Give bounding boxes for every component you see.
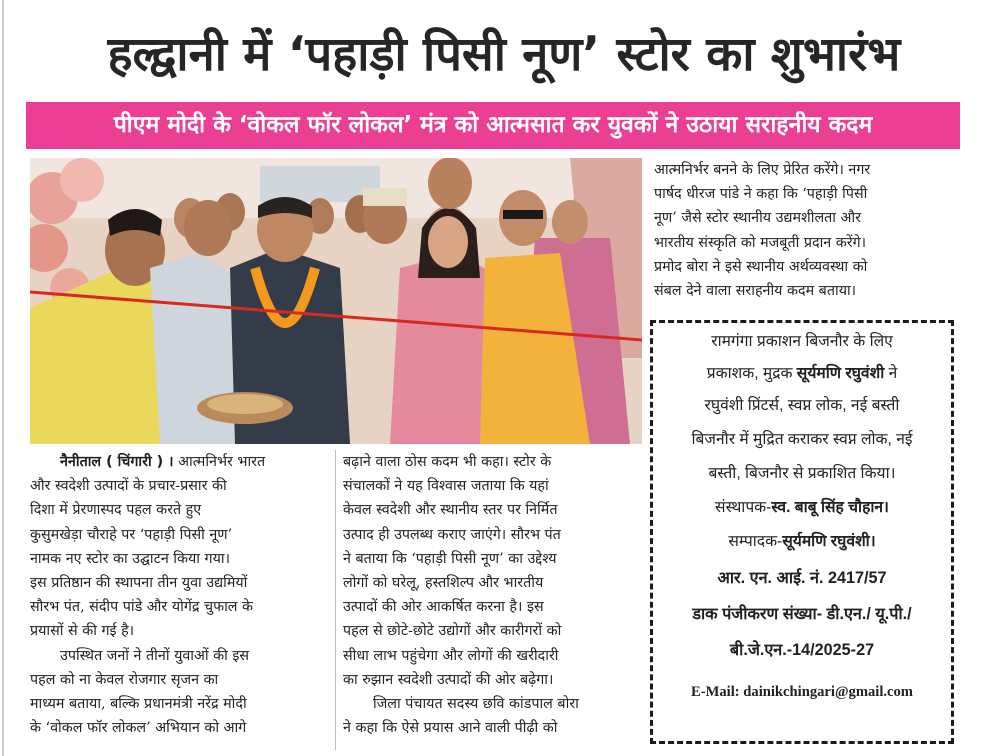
mid-line-8: पहल से छोटे-छोटे उद्योगों और कारीगरों को xyxy=(343,623,562,640)
left-line-1-text: आत्मनिर्भर भारत xyxy=(178,454,266,470)
left-line-6: इस प्रतिष्ठान की स्थापना तीन युवा उद्यमियों xyxy=(30,575,248,592)
imprint-publisher-name: सूर्यमणि रघुवंशी xyxy=(796,365,885,382)
mid-line-12: ने कहा कि ऐसे प्रयास आने वाली पीढ़ी को xyxy=(343,720,558,737)
mid-line-9: सीधा लाभ पहुंचेगा और लोगों की खरीदारी xyxy=(343,647,559,664)
imprint-postal-registration-number: बी.जे.एन.-14/2025-27 xyxy=(729,641,875,659)
imprint-postal-registration: डाक पंजीकरण संख्या- डी.एन./ यू.पी./ xyxy=(692,605,912,623)
left-line-1 xyxy=(30,450,328,474)
mid-line-7: उत्पादों की ओर आकर्षित करना है। इस xyxy=(343,599,544,616)
dateline: नैनीताल ( चिंगारी ) । xyxy=(60,454,174,470)
imprint-publisher-suffix: ने xyxy=(884,365,898,382)
mid-line-10: का रुझान स्वदेशी उत्पादों की ओर बढ़ेगा। xyxy=(343,671,554,688)
right-line-4: भारतीय संस्कृति को मजबूती प्रदान करेंगे। xyxy=(654,234,867,251)
imprint-editor-name: सूर्यमणि रघुवंशी। xyxy=(782,533,876,550)
right-line-1: आत्मनिर्भर बनने के लिए प्रेरित करेंगे। नगर xyxy=(654,162,871,178)
imprint-founder-name: स्व. बाबू सिंह चौहान। xyxy=(771,499,889,516)
right-line-3: नूण’ जैसे स्टोर स्थानीय उद्यमशीलता और xyxy=(654,210,862,227)
imprint-box xyxy=(650,320,954,744)
column-divider xyxy=(335,450,336,750)
mid-line-5: ने बताया कि ‘पहाड़ी पिसी नूण’ का उद्देश्य xyxy=(343,550,557,567)
article-column-right xyxy=(654,158,948,308)
imprint-rni-number: आर. एन. आई. नं. 2417/57 xyxy=(717,569,887,587)
imprint-email: E-Mail: dainikchingari@gmail.com xyxy=(691,684,913,700)
imprint-editor-label: सम्पादक- xyxy=(728,533,783,550)
right-line-6: संबल देने वाला सराहनीय कदम बताया। xyxy=(654,283,857,300)
left-line-5: नामक नए स्टोर का उद्घाटन किया गया। xyxy=(30,550,230,567)
article-column-left xyxy=(30,450,328,752)
left-line-3: दिशा में प्रेरणास्पद पहल करते हुए xyxy=(30,502,202,519)
imprint-line-7 xyxy=(659,529,945,555)
subheadline-bar: पीएम मोदी के ‘वोकल फॉर लोकल’ मंत्र को आत्मसात कर युवकों ने उठाया सराहनीय कदम xyxy=(26,102,960,149)
left-line-4: कुसुमखेड़ा चौराहे पर ‘पहाड़ी पिसी नूण’ xyxy=(30,526,233,543)
left-line-2: और स्वदेशी उत्पादों के प्रचार-प्रसार की xyxy=(30,478,227,495)
mid-line-3: केवल स्वदेशी और स्थानीय स्तर पर निर्मित xyxy=(343,502,558,519)
inauguration-photo xyxy=(30,158,642,444)
imprint-founder-label: संस्थापक- xyxy=(715,499,772,516)
imprint-line-6 xyxy=(659,495,945,521)
imprint-publisher-label: प्रकाशक, मुद्रक xyxy=(706,365,797,382)
imprint-line-4: बिजनौर में मुद्रित कराकर स्वप्न लोक, नई xyxy=(691,431,913,448)
mid-line-11: जिला पंचायत सदस्य छवि कांडपाल बोरा xyxy=(373,696,579,713)
mid-line-4: उत्पाद ही उपलब्ध कराए जाएंगे। सौरभ पंत xyxy=(343,526,561,543)
mid-line-1: बढ़ाने वाला ठोस कदम भी कहा। स्टोर के xyxy=(343,454,552,470)
right-line-5: प्रमोद बोरा ने इसे स्थानीय अर्थव्यवस्था को xyxy=(654,258,868,275)
left-line-9: उपस्थित जनों ने तीनों युवाओं की इस xyxy=(60,647,250,664)
imprint-line-3: रघुवंशी प्रिंटर्स, स्वप्न लोक, नई बस्ती xyxy=(704,397,900,414)
mid-line-6: लोगों को घरेलू, हस्तशिल्प और भारतीय xyxy=(343,575,544,592)
imprint-line-1: रामगंगा प्रकाशन बिजनौर के लिए xyxy=(711,333,893,350)
left-line-10: पहल को ना केवल रोजगार सृजन का xyxy=(30,671,219,688)
left-line-12: के ‘वोकल फॉर लोकल’ अभियान को आगे xyxy=(30,720,247,737)
photo-illustration xyxy=(30,158,642,444)
mid-line-2: संचालकों ने यह विश्वास जताया कि यहां xyxy=(343,478,549,495)
right-line-2: पार्षद धीरज पांडे ने कहा कि ‘पहाड़ी पिसी xyxy=(654,186,868,203)
left-line-11: माध्यम बताया, बल्कि प्रधानमंत्री नरेंद्र मोदी xyxy=(30,696,247,713)
left-line-7: सौरभ पंत, संदीप पांडे और योगेंद्र चुफाल के xyxy=(30,599,254,616)
headline: हल्द्वानी में ‘पहाड़ी पिसी नूण’ स्टोर का शुभारंभ xyxy=(107,27,901,82)
article-column-middle xyxy=(343,450,639,752)
imprint-line-2 xyxy=(659,361,945,387)
left-line-8: प्रयासों से की गई है। xyxy=(30,623,135,640)
page-edge-rule xyxy=(2,0,4,756)
imprint-line-5: बस्ती, बिजनौर से प्रकाशित किया। xyxy=(708,465,896,482)
